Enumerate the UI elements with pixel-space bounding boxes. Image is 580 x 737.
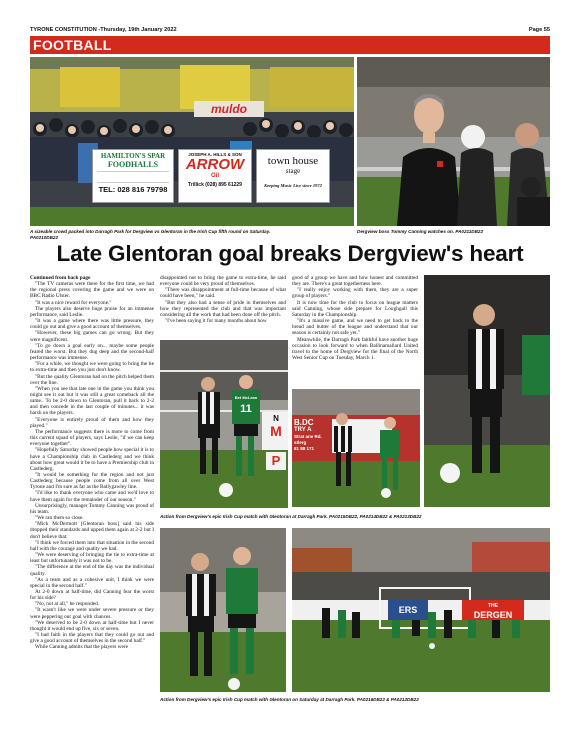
article-paragraph: "For a while, we thought we were going to bring the tie to extra-time and then you just don't know.	[30, 361, 154, 374]
action-photo-4-scene	[160, 528, 286, 692]
article-column-2	[160, 275, 286, 324]
article-paragraph: "We were deserving of bringing the tie to extra-time at least but unfortunately it was not to be.	[30, 552, 154, 565]
action-photo-4	[160, 528, 286, 692]
action-photo-2	[292, 389, 420, 507]
article-paragraph: The performance suggests there is more to come from this current squad of players, says Leslie, "if we can keep everyone together".	[30, 428, 154, 448]
action-photo-3	[424, 275, 550, 507]
hamiltons-line2: FOODHALLS	[107, 160, 159, 169]
action-photo-3-scene	[424, 275, 550, 507]
advert-board-1-text: ERS	[398, 605, 418, 615]
pitchside-board-m	[266, 414, 286, 444]
article-paragraph: disappointed not to bring the game to extra-time, he said everyone could be very proud of themselves.	[160, 275, 286, 288]
article-paragraph: "Hopefully Saturday showed people how special it is to have a Championship club in Castlederg and we think about how great would it be to have a Premiership club in Castlederg.	[30, 447, 154, 472]
crowd-photo	[30, 57, 354, 226]
action-photo-1	[160, 340, 288, 508]
article-paragraph: "It would be something for the region and not just Castlederg because people come from all over West Tyrone and I'm sure as far as the Ballygawley line.	[30, 472, 154, 491]
masthead	[30, 26, 550, 36]
page-number: Page 55	[528, 27, 550, 33]
article-paragraph: "I really enjoy working with them, they are a super group of players."	[292, 287, 418, 300]
caption-action-1-text: Action from Dergview's epic Irish Cup match with Glentoran at Darragh Park. PA0215DB22, PA0214DB22 & PA0213DB22	[160, 514, 422, 519]
article-paragraph: "It was a nice reward for everyone."	[35, 299, 112, 306]
board-line-4: stlerg	[294, 440, 307, 445]
article-paragraph: good of a group we have and how honest and committed they are. There's a great togetherness here.	[292, 275, 418, 288]
arrow-line3: Oil	[210, 173, 219, 179]
article-paragraph: "I've been saying it for many months about how	[165, 318, 267, 325]
article-paragraph: At 2-0 down at half-time, did Canning fear the worst for his side?	[30, 588, 154, 602]
article-paragraph: "But they also had a sense of pride in themselves and how they represented the club and that was important considering all the work that had been done off the pitch.	[160, 299, 286, 318]
caption-action-2	[160, 697, 550, 703]
muldoon-sign-text: muldo	[211, 102, 247, 116]
article-paragraph: "The difference at the end of the day was the individual quality.	[30, 564, 154, 577]
article-paragraph: "We ran them so close.	[35, 515, 84, 522]
townhouse-stage-sign	[256, 149, 330, 203]
article-paragraph: "The TV cameras were there for the first time, we had the regional press covering the game and we were on BBC Radio Ulster.	[30, 281, 154, 300]
arrow-oil-sign	[178, 149, 252, 203]
article-paragraph: "Everyone is entirely proud of them and how they played."	[30, 416, 154, 429]
caption-top-left-code: PA0210DB22	[30, 234, 59, 240]
board-line-5: 81 88 171	[294, 446, 315, 451]
article-paragraph: The players also deserve huge praise for an immense performance, said Leslie.	[30, 305, 154, 318]
article-paragraph: "I'd like to thank everyone who came and we'd love to have them again for the remainder of our season."	[30, 490, 154, 503]
jersey-number	[236, 402, 256, 416]
board-line-2: TRY A	[294, 427, 312, 433]
manager-photo-scene	[357, 57, 550, 226]
arrow-line1: JOSEPH A. HILLS & SON	[188, 152, 242, 157]
arrow-line4: Trillick (028) 895 61229	[188, 182, 242, 188]
article-paragraph: Unsurprisingly, manager Tommy Canning was proud of his team.	[30, 502, 154, 515]
board-line-1: B.DC	[294, 418, 314, 427]
article-paragraph: "It wasn't like we were under severe pressure or they were peppering our goal with chances.	[30, 607, 154, 620]
article-paragraph: Meanwhile, the Darragh Park faithful have another huge occasion to look forward to when Ballinamallard United travel to the home of Dergview for the final of the North West Senior Cup on Tuesday, March 1.	[292, 336, 418, 362]
article-paragraph: "It's a massive game, and we need to get back to the bread and butter of the league and understand that our season is certainly not safe yet."	[292, 318, 418, 337]
article-paragraph: "There was disappointment at full-time because of what could have been," he said.	[160, 287, 286, 300]
article-paragraph: "To go down a goal early on... maybe some people feared the worst. But they dug deep and the second-half performance was immense.	[30, 342, 154, 362]
townhouse-line2: stage	[285, 167, 301, 175]
caption-top-right-text: Dergview boss Tommy Canning watches on. PA0211DB22	[357, 229, 484, 234]
jersey-number-text: 11	[240, 403, 252, 415]
townhouse-line1: town house	[267, 155, 319, 167]
article-column-1	[30, 275, 154, 725]
hamiltons-phone: TEL: 028 816 79798	[98, 185, 168, 194]
sponsor-board	[294, 418, 332, 462]
glentoran-shirt-sponsor	[233, 393, 259, 402]
article-paragraph: "But the quality Glentoran had on the pitch helped them over the line.	[30, 373, 154, 386]
board-letter-n: N	[273, 414, 279, 423]
advert-board-1	[388, 600, 428, 620]
article-paragraph: "I think we forced them into that situation in the second half with the courage and quality we had.	[30, 539, 154, 552]
article-paragraph: "I had faith in the players that they could go out and give a good account of themselves in the second half."	[30, 632, 154, 645]
board-letter-p: P	[271, 453, 281, 468]
advert-board-2-line1: THE	[488, 603, 498, 609]
advert-board-2	[462, 600, 524, 620]
caption-top-left-text: A sizeable crowd packed into Darragh Park for Dergview vs Glentoran in the Irish Cup fifth round on Saturday.	[30, 229, 271, 234]
kit-sponsor-text: Bet McLean	[234, 395, 258, 400]
caption-top-left	[30, 229, 356, 240]
hamiltons-line1: HAMILTON'S SPAR	[100, 152, 166, 160]
hamiltons-spar-sign	[92, 149, 174, 203]
article-column-3	[292, 275, 418, 361]
article-paragraph: "When you see that late one in the game you think you might see it out but it was still a great comeback all the same.. To be 2-0 down to Glentoran, pull it back to 2-2 and then concede in the last couple of minutes... it was harsh on the players.	[30, 385, 154, 417]
masthead-date: TYRONE CONSTITUTION -Thursday, 19th January 2022	[30, 27, 177, 33]
townhouse-line3: Keeping Music Live since 1972	[264, 183, 322, 188]
article-paragraph: "As a team and as a cohesive unit, I think we were special in the second half."	[30, 576, 154, 589]
muldoon-sign	[194, 101, 264, 117]
action-photo-5	[292, 528, 550, 692]
manager-photo	[357, 57, 550, 226]
board-line-3: Strat ane Rd.	[294, 434, 322, 439]
advert-board-2-line2: DERGEN	[473, 610, 513, 620]
caption-action-2-text: Action from Dergview's epic Irish Cup match with Glentoran on Saturday at Darragh Park. PA0216DB22 & PA0212DB22	[160, 697, 419, 702]
article-paragraph: While Canning admits that the players were	[35, 644, 128, 651]
article-paragraph: "However, these big games can go wrong. But they were magnificent.	[30, 330, 154, 343]
article-paragraph: It is now time for the club to focus on league matters said Canning, whose side prepare for Loughgall this Saturday in the Championship.	[292, 299, 418, 318]
article-paragraph: "Mick McDermott [Glentoran boss] said his side dropped their standards and upped them again at 2-2 but I don't believe that.	[30, 521, 154, 540]
article-paragraph: "It was a game where there was little pressure, they could go out and give a good account of themselves.	[30, 318, 154, 331]
caption-action-1	[160, 514, 550, 520]
pitchside-board-p	[266, 452, 286, 470]
article-paragraph: "No, not at all," he responded.	[35, 601, 100, 608]
continued-from-back-page: Continued from back page	[30, 275, 91, 281]
section-bar	[30, 36, 550, 54]
board-letter-m: M	[270, 423, 282, 439]
headline: Late Glentoran goal breaks Dergview's heart	[56, 241, 524, 266]
caption-top-right	[357, 229, 550, 235]
hamiltons-detail-line	[97, 171, 169, 183]
arrow-line2: ARROW	[185, 156, 245, 173]
article-paragraph: "We deserved to be 2-0 down at half-time but I never thought it would end up five, six or seven.	[30, 619, 154, 632]
section-title: FOOTBALL	[33, 37, 112, 53]
